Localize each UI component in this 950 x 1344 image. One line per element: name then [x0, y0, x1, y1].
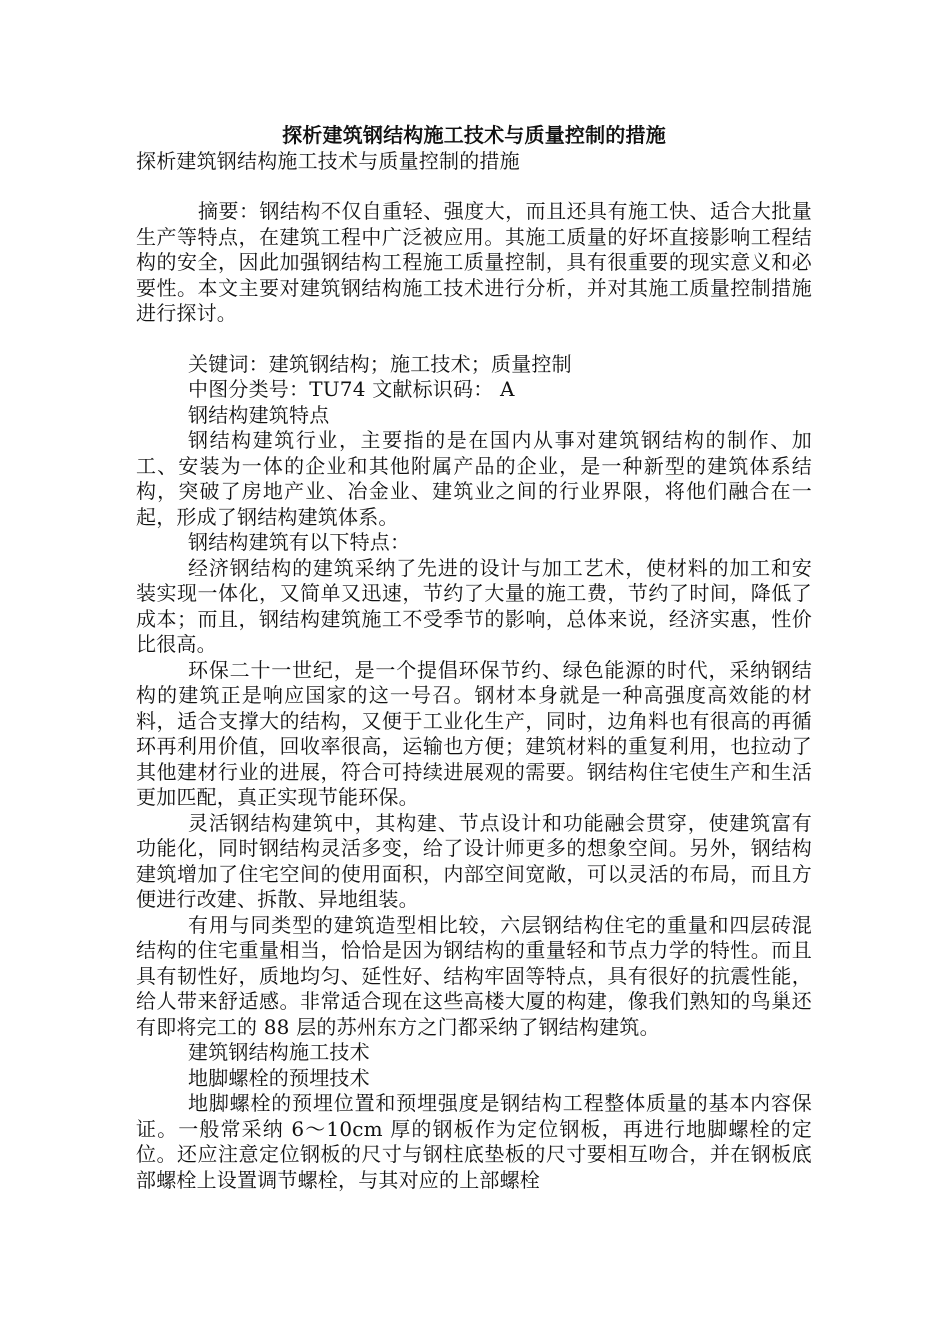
body-paragraph: 经济钢结构的建筑采纳了先进的设计与加工艺术，使材料的加工和安装实现一体化，又简单又迅速，节约了大量的施工费，节约了时间，降低了成本；而且，钢结构建筑施工不受季节的影响，总体来说，经济实惠，性价比很高。: [136, 555, 812, 656]
classification-line: 中图分类号：TU74 文献标识码： A: [188, 377, 515, 401]
body-paragraph: 钢结构建筑行业，主要指的是在国内从事对建筑钢结构的制作、加工、安装为一体的企业和其他附属产品的企业，是一种新型的建筑体系结构，突破了房地产业、冶金业、建筑业之间的行业界限，将他们融合在一起，形成了钢结构建筑体系。: [136, 428, 812, 529]
body-paragraph: 地脚螺栓的预埋位置和预埋强度是钢结构工程整体质量的基本内容保证。一般常采纳 6～10cm 厚的钢板作为定位钢板，再进行地脚螺栓的定位。还应注意定位钢板的尺寸与钢柱底垫板的尺寸要相互吻合，并在钢板底部螺栓上设置调节螺栓，与其对应的上部螺栓: [136, 1091, 812, 1192]
document-title: 探析建筑钢结构施工技术与质量控制的措施: [282, 123, 666, 147]
subsection-heading: 地脚螺栓的预埋技术: [188, 1065, 370, 1090]
body-paragraph: 环保二十一世纪，是一个提倡环保节约、绿色能源的时代，采纳钢结构的建筑正是响应国家的这一号召。钢材本身就是一种高强度高效能的材料，适合支撑大的结构，又便于工业化生产，同时，边角料也有很高的再循环再利用价值，回收率很高，运输也方便；建筑材料的重复利用，也拉动了其他建材行业的进展，符合可持续进展观的需要。钢结构住宅使生产和生活更加匹配，真正实现节能环保。: [136, 657, 812, 809]
spacer: [136, 327, 812, 352]
body-paragraph: 钢结构建筑有以下特点：: [188, 530, 411, 554]
section-heading: 建筑钢结构施工技术: [188, 1040, 370, 1064]
body-paragraph: 灵活钢结构建筑中，其构建、节点设计和功能融会贯穿，使建筑富有功能化，同时钢结构灵活多变，给了设计师更多的想象空间。另外，钢结构建筑增加了住宅空间的使用面积，内部空间宽敞，可以灵活的布局，而且方便进行改建、拆散、异地组装。: [136, 810, 812, 911]
spacer: [136, 174, 812, 199]
body-paragraph: 有用与同类型的建筑造型相比较，六层钢结构住宅的重量和四层砖混结构的住宅重量相当，恰恰是因为钢结构的重量轻和节点力学的特性。而且具有韧性好，质地均匀、延性好、结构牢固等特点，具有很好的抗震性能，给人带来舒适感。非常适合现在这些高楼大厦的构建，像我们熟知的鸟巢还有即将完工的 88 层的苏州东方之门都采纳了钢结构建筑。: [136, 912, 812, 1039]
section-heading: 钢结构建筑特点: [188, 402, 330, 427]
document-body: [136, 122, 812, 1193]
keywords-line: 关键词：建筑钢结构；施工技术；质量控制: [188, 351, 572, 376]
abstract-paragraph: 摘要：钢结构不仅自重轻、强度大，而且还具有施工快、适合大批量生产等特点，在建筑工程中广泛被应用。其施工质量的好坏直接影响工程结构的安全，因此加强钢结构工程施工质量控制，具有很重要的现实意义和必要性。本文主要对建筑钢结构施工技术进行分析，并对其施工质量控制措施进行探讨。: [136, 199, 812, 325]
document-subtitle: 探析建筑钢结构施工技术与质量控制的措施: [136, 149, 520, 173]
